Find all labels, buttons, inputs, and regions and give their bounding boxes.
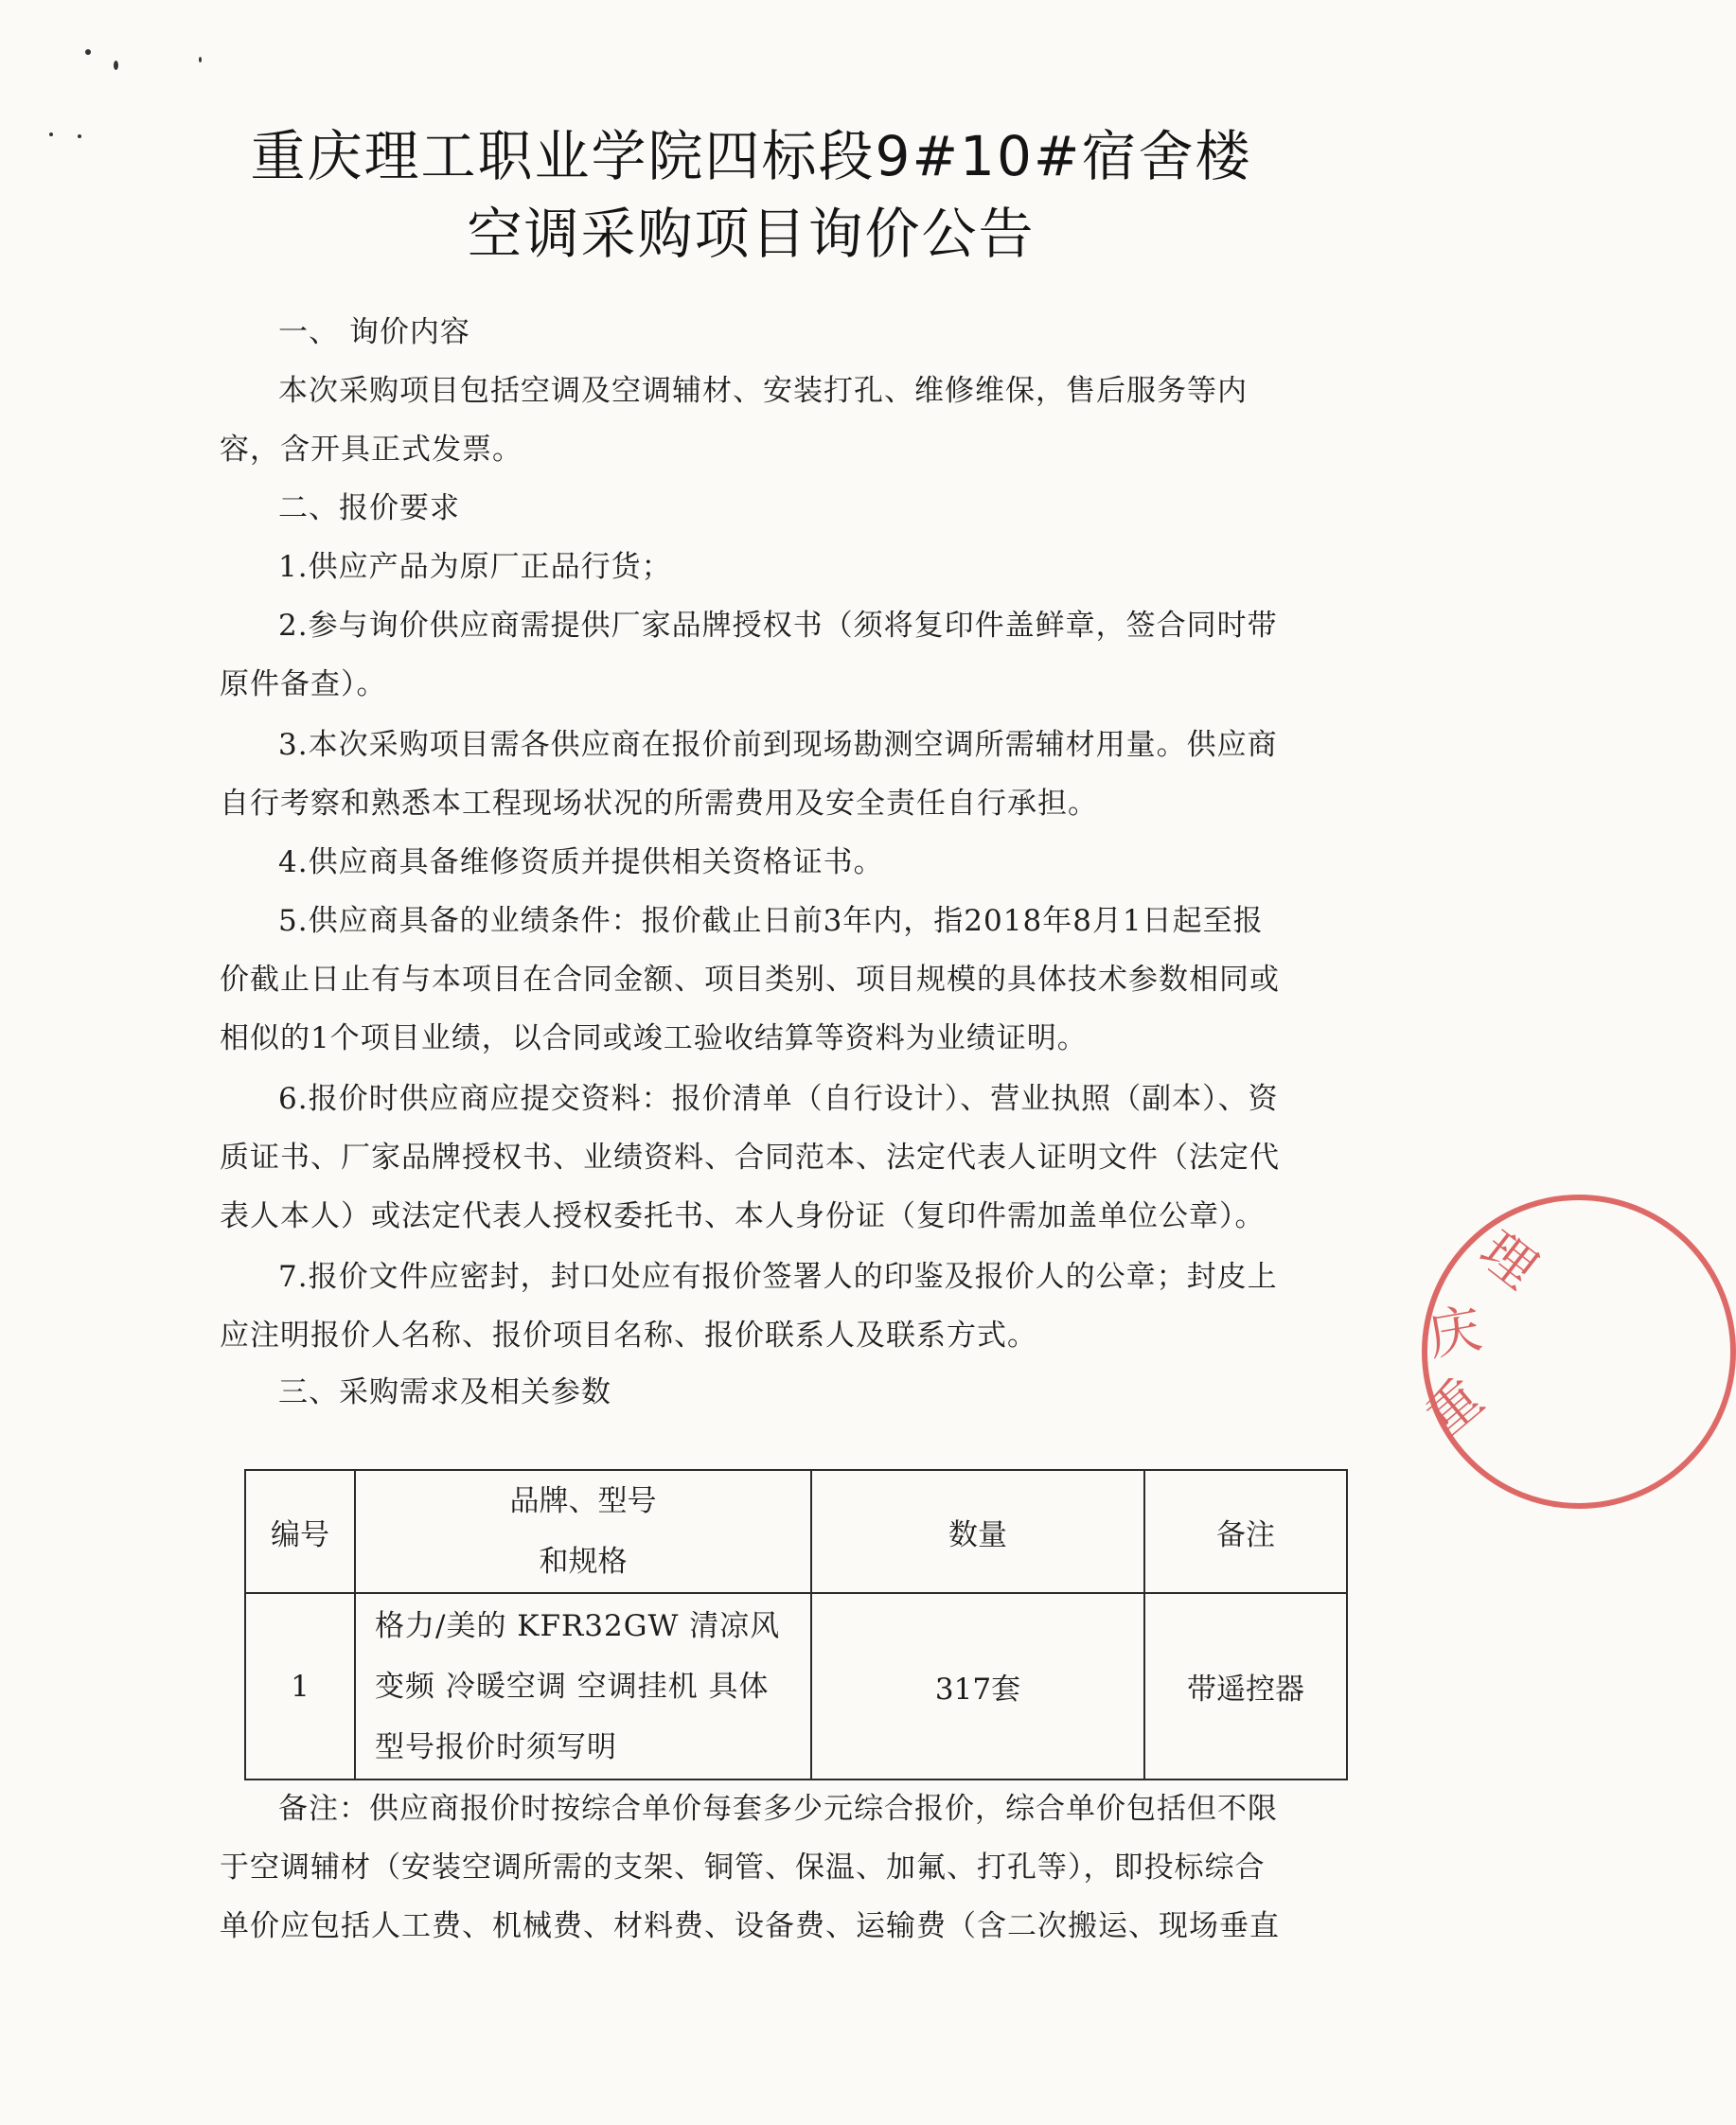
header-remark: 备注 (1144, 1470, 1347, 1593)
header-no: 编号 (245, 1470, 355, 1593)
requirement-item-6: 6.报价时供应商应提交资料：报价清单（自行设计）、营业执照（副本）、资质证书、厂家品牌授权书、业绩资料、合同范本、法定代表人证明文件（法定代表人本人）或法定代表人授权委托书、本人身份证（复印件需加盖单位公章）。 (220, 1082, 1280, 1233)
scan-speck (85, 49, 91, 55)
stamp-char: 理 (1468, 1219, 1549, 1302)
header-spec-line1: 品牌、型号 (509, 1484, 657, 1518)
header-spec (355, 1470, 811, 1593)
section3-heading: 三、采购需求及相关参数 (278, 1375, 611, 1409)
document-title-line1: 重庆理工职业学院四标段9#10#宿舍楼 (250, 124, 1252, 188)
note-text: 备注：供应商报价时按综合单价每套多少元综合报价，综合单价包括但不限于空调辅材（安装空调所需的支架、铜管、保温、加氟、打孔等），即投标综合单价应包括人工费、机械费、材料费、设备费、运输费（含二次搬运、现场垂直 (220, 1792, 1280, 1943)
scan-speck (114, 61, 118, 70)
official-seal-stamp (1414, 1195, 1736, 1509)
requirement-item-5: 5.供应商具备的业绩条件：报价截止日前3年内，指2018年8月1日起至报价截止日止有与本项目在合同金额、项目类别、项目规模的具体技术参数相同或相似的1个项目业绩，以合同或竣工验收结算等资料为业绩证明。 (220, 904, 1280, 1055)
cell-remark: 带遥控器 (1144, 1593, 1347, 1780)
section2-heading: 二、报价要求 (278, 491, 460, 525)
cell-no: 1 (245, 1593, 355, 1780)
stamp-char: 庆 (1423, 1298, 1486, 1369)
requirement-item-7: 7.报价文件应密封，封口处应有报价签署人的印鉴及报价人的公章；封皮上应注明报价人名称、报价项目名称、报价联系人及联系方式。 (220, 1260, 1278, 1353)
section1-text: 本次采购项目包括空调及空调辅材、安装打孔、维修维保，售后服务等内容，含开具正式发票。 (220, 374, 1248, 467)
scan-speck (199, 57, 202, 62)
header-qty: 数量 (811, 1470, 1144, 1593)
document-title-line2: 空调采购项目询价公告 (467, 202, 1036, 266)
header-spec-line2: 和规格 (539, 1545, 628, 1579)
cell-spec: 格力/美的 KFR32GW 清凉风 变频 冷暖空调 空调挂机 具体型号报价时须写明 (355, 1593, 811, 1780)
requirement-item-2: 2.参与询价供应商需提供厂家品牌授权书（须将复印件盖鲜章，签合同时带原件备查）。 (220, 609, 1278, 701)
stamp-char: 重 (1414, 1367, 1496, 1449)
table-row (245, 1593, 1347, 1780)
procurement-table (244, 1469, 1348, 1780)
cell-qty: 317套 (811, 1593, 1144, 1780)
requirement-item-1: 1.供应产品为原厂正品行货； (278, 550, 672, 584)
requirement-item-3: 3.本次采购项目需各供应商在报价前到现场勘测空调所需辅材用量。供应商自行考察和熟悉本工程现场状况的所需费用及安全责任自行承担。 (220, 728, 1278, 821)
requirement-item-4: 4.供应商具备维修资质并提供相关资格证书。 (278, 845, 884, 879)
table-header-row (245, 1470, 1347, 1593)
section1-heading: 一、 询价内容 (278, 315, 470, 349)
